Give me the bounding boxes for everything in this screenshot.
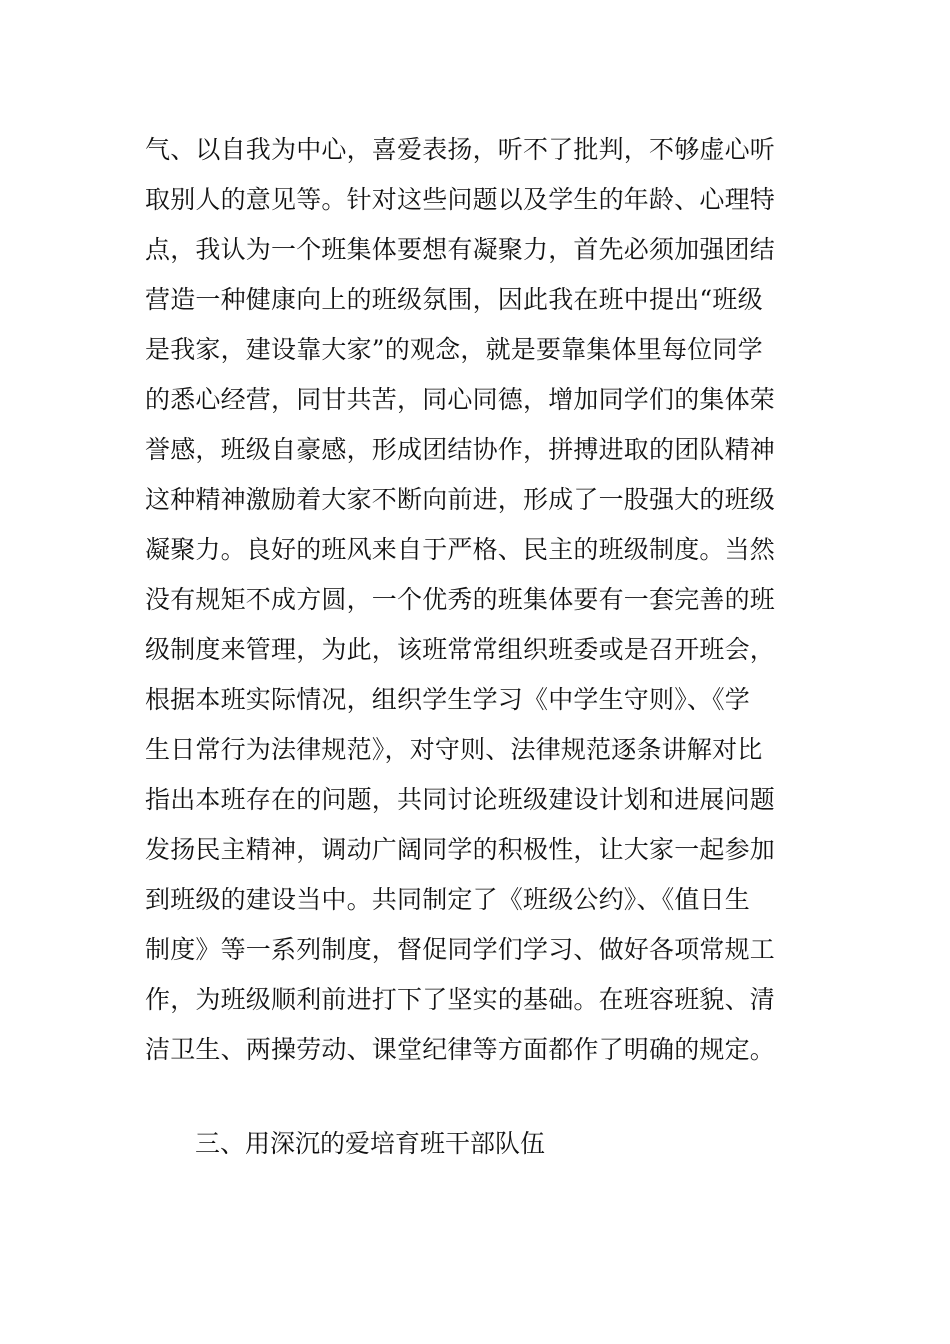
text-line-15: 发扬民主精神，调动广阔同学的积极性，让大家一起参加 <box>145 835 776 864</box>
text-line-7: 誉感，班级自豪感，形成团结协作，拼搏进取的团队精神 <box>145 435 776 464</box>
text-line-11: 级制度来管理，为此，该班常常组织班委或是召开班会， <box>145 635 776 664</box>
text-line-12: 根据本班实际情况，组织学生学习《中学生守则》、《学 <box>145 685 751 714</box>
text-line-5: 是我家，建设靠大家”的观念，就是要靠集体里每位同学 <box>145 335 763 364</box>
text-line-16: 到班级的建设当中。共同制定了《班级公约》、《值日生 <box>145 885 751 914</box>
body-paragraph <box>145 125 815 1075</box>
text-line-17: 制度》等一系列制度，督促同学们学习、做好各项常规工 <box>145 935 776 964</box>
text-line-10: 没有规矩不成方圆，一个优秀的班集体要有一套完善的班 <box>145 585 776 614</box>
section-heading: 三、用深沉的爱培育班干部队伍 <box>195 1129 546 1158</box>
text-line-19: 洁卫生、两操劳动、课堂纪律等方面都作了明确的规定。 <box>145 1035 776 1064</box>
text-line-8: 这种精神激励着大家不断向前进，形成了一股强大的班级 <box>145 485 776 514</box>
text-line-4: 营造一种健康向上的班级氛围，因此我在班中提出“班级 <box>145 285 763 314</box>
text-line-14: 指出本班存在的问题，共同讨论班级建设计划和进展问题 <box>145 785 776 814</box>
text-line-2: 取别人的意见等。针对这些问题以及学生的年龄、心理特 <box>145 185 776 214</box>
text-line-1: 气、以自我为中心，喜爱表扬，听不了批判，不够虚心听 <box>145 135 776 164</box>
text-line-13: 生日常行为法律规范》，对守则、法律规范逐条讲解对比 <box>145 735 763 764</box>
text-line-6: 的悉心经营，同甘共苦，同心同德，增加同学们的集体荣 <box>145 385 776 414</box>
text-line-3: 点，我认为一个班集体要想有凝聚力，首先必须加强团结 <box>145 235 776 264</box>
text-line-18: 作，为班级顺利前进打下了坚实的基础。在班容班貌、清 <box>145 985 776 1014</box>
text-line-9: 凝聚力。良好的班风来自于严格、民主的班级制度。当然 <box>145 535 776 564</box>
